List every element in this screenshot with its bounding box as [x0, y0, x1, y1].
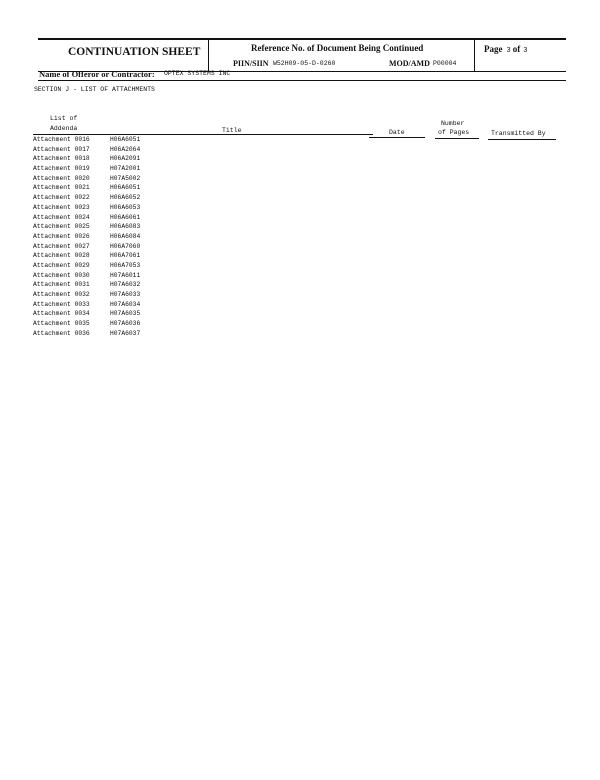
- attachment-name: Attachment 0029: [33, 261, 90, 269]
- page-label: Page: [484, 44, 503, 54]
- page-number: 3: [506, 47, 511, 55]
- continuation-header: [38, 38, 566, 72]
- attachment-number: H06A7053: [110, 261, 141, 269]
- attachment-number: H06A6084: [110, 232, 141, 240]
- attachment-name: Attachment 0031: [33, 281, 90, 289]
- page-of: of: [512, 44, 521, 54]
- attachment-name: Attachment 0026: [33, 232, 90, 240]
- attachment-number: H07A6036: [110, 320, 141, 328]
- offeror-value: OPTEX SYSTEMS INC: [164, 70, 231, 77]
- column-header-rule: [33, 134, 373, 135]
- attachment-name: Attachment 0022: [33, 194, 90, 202]
- attachment-name: Attachment 0020: [33, 174, 90, 182]
- attachment-number: H07A6035: [110, 310, 141, 318]
- mod-label: MOD/AMD: [389, 59, 430, 68]
- attachment-number: H07A6037: [110, 329, 141, 337]
- page-indicator: [484, 44, 527, 55]
- attachment-number: H07A6032: [110, 281, 141, 289]
- attachment-name: Attachment 0017: [33, 145, 90, 153]
- attachment-name: Attachment 0024: [33, 213, 90, 221]
- header-divider: [208, 40, 209, 71]
- column-header-list-of: List of: [50, 115, 78, 122]
- piin-value: W52H09-05-D-0260: [273, 60, 336, 67]
- mod-value: P00004: [433, 60, 457, 67]
- piin-label: PIIN/SIIN: [233, 59, 269, 68]
- column-header-transmitted-by: Transmitted By: [491, 130, 546, 137]
- attachment-number: H07A6033: [110, 291, 141, 298]
- attachment-number: H06A7060: [110, 242, 141, 250]
- header-divider: [474, 40, 475, 71]
- attachment-number: H06A6051: [110, 136, 141, 143]
- attachment-name: Attachment 0019: [33, 165, 90, 173]
- attachment-name: Attachment 0025: [33, 223, 90, 231]
- attachment-number: H06A6061: [110, 213, 141, 221]
- attachment-number: H06A6083: [110, 223, 141, 231]
- attachment-name: Attachment 0036: [33, 329, 90, 337]
- attachment-name: Attachment 0023: [33, 203, 90, 211]
- column-header-rule: [369, 137, 425, 138]
- page-total: 3: [523, 47, 528, 55]
- attachment-name: Attachment 0030: [33, 271, 90, 279]
- column-header-date: Date: [389, 129, 405, 136]
- attachment-number: H06A6053: [110, 203, 141, 211]
- section-title: SECTION J - LIST OF ATTACHMENTS: [34, 86, 155, 93]
- column-header-of-pages: of Pages: [438, 129, 470, 136]
- attachment-number: H07A6011: [110, 271, 141, 279]
- column-header-addenda: Addenda: [50, 125, 78, 132]
- reference-label: Reference No. of Document Being Continued: [251, 43, 424, 53]
- column-header-number: Number: [441, 120, 465, 127]
- column-header-rule: [488, 139, 556, 140]
- attachment-name: Attachment 0033: [33, 300, 90, 308]
- offeror-label: Name of Offeror or Contractor:: [39, 69, 155, 79]
- sheet-title: CONTINUATION SHEET: [68, 46, 201, 58]
- attachment-name: Attachment 0028: [33, 252, 90, 260]
- attachment-name: Attachment 0016: [33, 136, 90, 143]
- attachment-name: Attachment 0032: [33, 291, 90, 298]
- attachment-name: Attachment 0018: [33, 155, 90, 163]
- attachment-name: Attachment 0034: [33, 310, 90, 318]
- offeror-divider: [38, 80, 566, 81]
- attachment-number: H07A5002: [110, 174, 141, 182]
- attachment-number: H06A2091: [110, 155, 141, 163]
- attachment-name: Attachment 0021: [33, 184, 90, 192]
- attachment-number: H06A6052: [110, 194, 141, 202]
- attachment-name: Attachment 0027: [33, 242, 90, 250]
- attachment-number: H06A7061: [110, 252, 141, 260]
- attachment-number: H06A2064: [110, 145, 141, 153]
- column-header-rule: [435, 138, 479, 139]
- attachment-number: H06A6051: [110, 184, 141, 192]
- column-header-title: Title: [222, 127, 242, 134]
- attachment-number: H07A6034: [110, 300, 141, 308]
- attachment-name: Attachment 0035: [33, 320, 90, 328]
- attachment-number: H07A2001: [110, 165, 141, 173]
